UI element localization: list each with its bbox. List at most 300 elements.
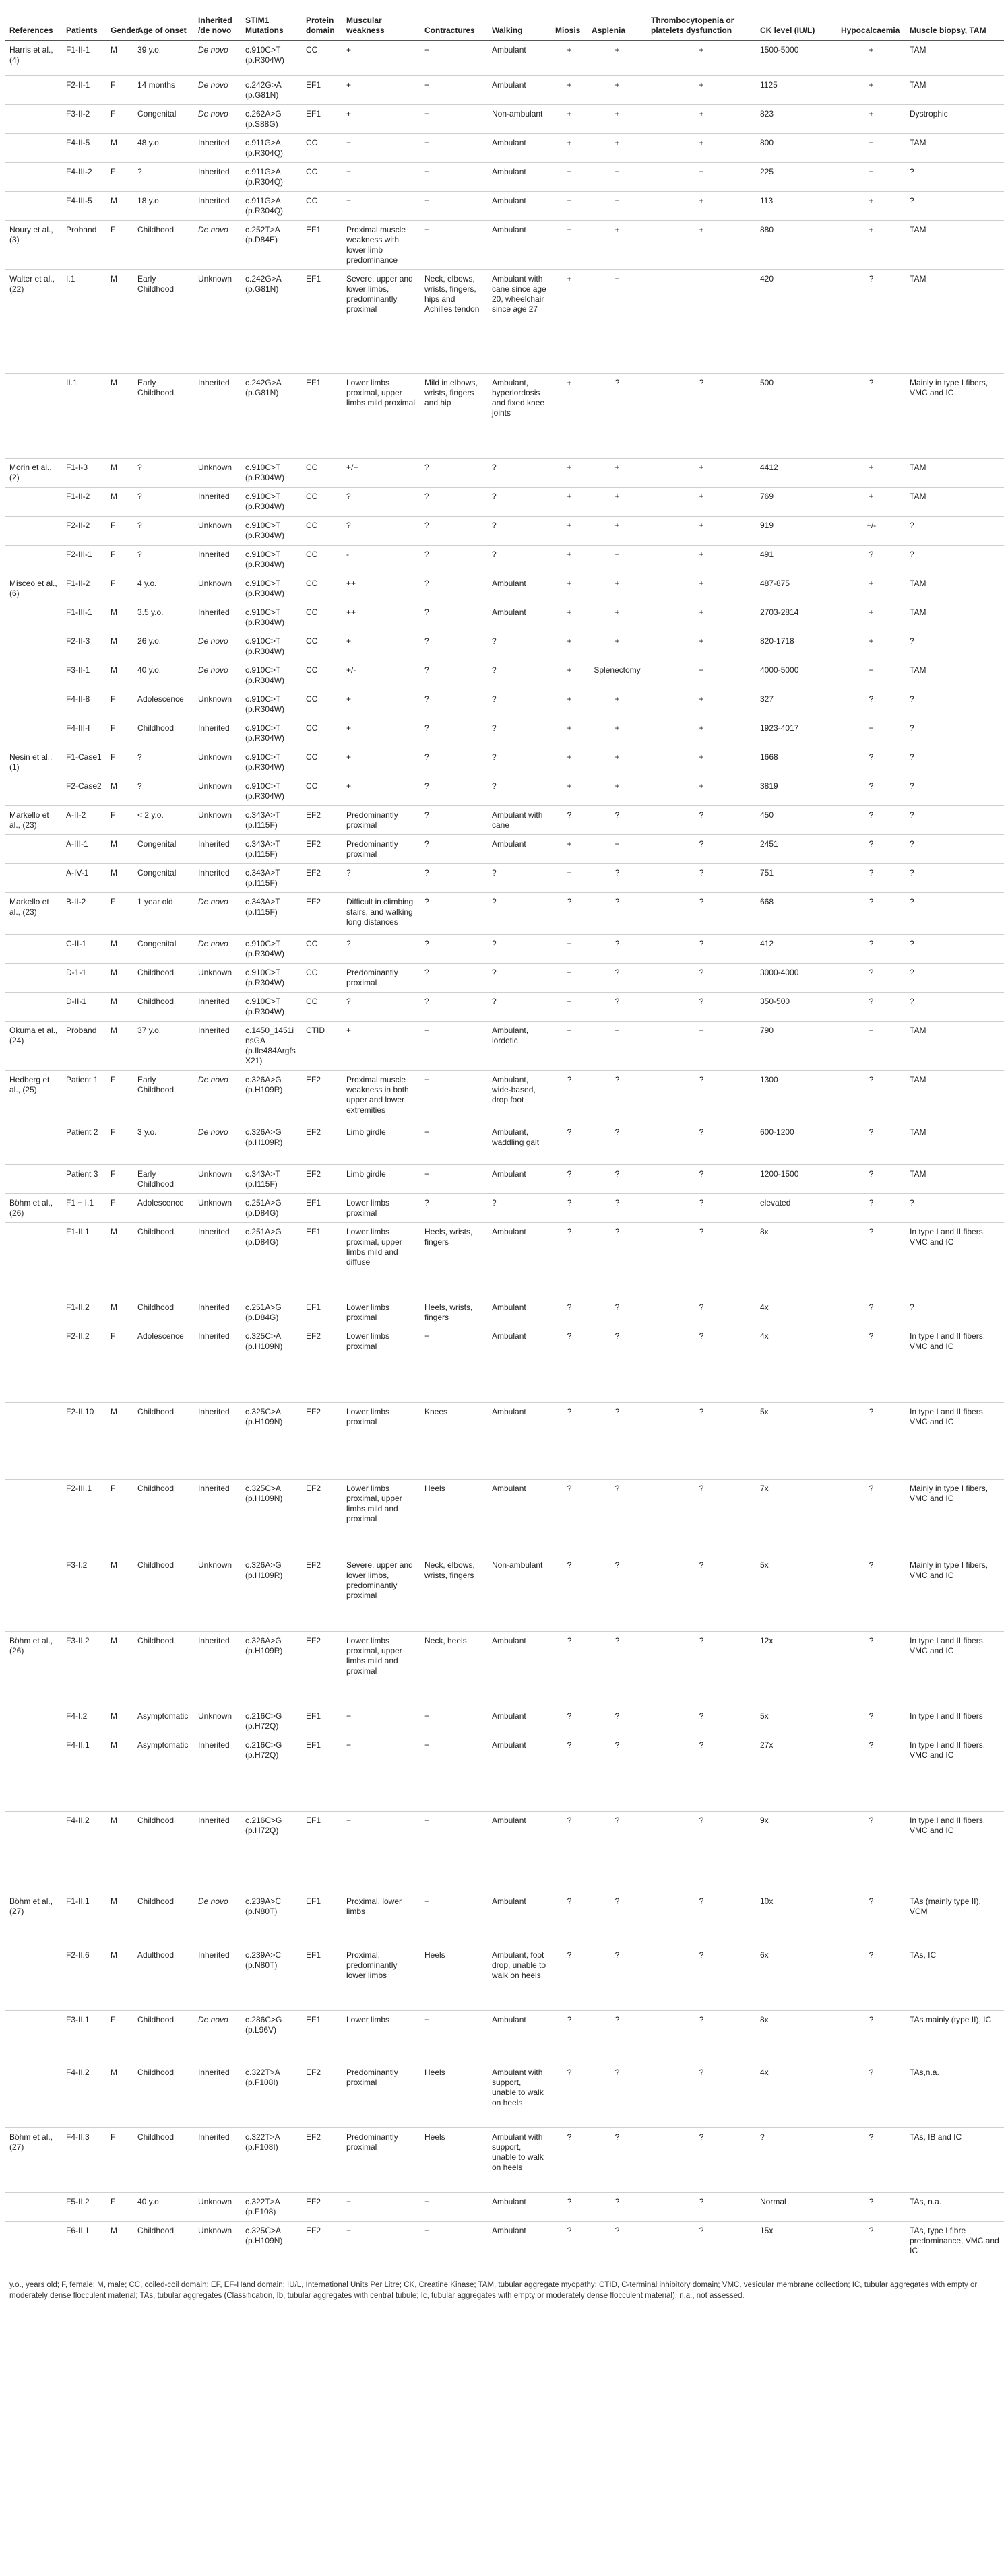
table-cell: ? [588,1946,647,2011]
table-cell: Lower limbs proximal [342,1298,420,1327]
table-cell: F2-III-1 [62,546,106,574]
table-cell: + [647,603,756,632]
table-cell: 919 [756,517,837,546]
table-cell: Childhood [133,2011,194,2063]
table-cell: ? [551,1892,588,1946]
table-cell: 1923-4017 [756,719,837,748]
table-cell: F1 − I.1 [62,1194,106,1223]
table-cell: Congenital [133,935,194,964]
table-cell: EF1 [302,76,342,105]
table-cell: Unknown [194,517,241,546]
table-cell: ? [647,993,756,1022]
table-cell: ? [647,1123,756,1165]
table-cell: ? [837,893,906,935]
table-cell: Congenital [133,835,194,864]
table-cell: Limb girdle [342,1123,420,1165]
table-cell: ? [588,1298,647,1327]
table-cell: EF1 [302,374,342,459]
table-cell: ? [837,935,906,964]
table-cell: c.910C>T (p.R304W) [241,603,302,632]
table-cell: + [647,690,756,719]
table-cell: F [106,1165,133,1194]
table-cell: ? [647,935,756,964]
column-header: Thrombocytopenia or platelets dysfunction [647,7,756,41]
table-row [5,1194,1004,1223]
table-cell: F4-II.2 [62,2063,106,2128]
table-row [5,864,1004,893]
table-cell: + [647,719,756,748]
table-cell: ? [906,835,1004,864]
table-cell: EF1 [302,1812,342,1892]
table-cell: ? [551,2011,588,2063]
table-cell: + [647,488,756,517]
table-cell: De novo [194,935,241,964]
table-cell: Early Childhood [133,1165,194,1194]
table-cell [5,374,62,459]
table-cell: ? [588,893,647,935]
table-cell: + [342,105,420,134]
table-cell: 27x [756,1736,837,1812]
table-row [5,719,1004,748]
table-cell: De novo [194,1071,241,1123]
table-cell [5,993,62,1022]
table-cell: − [837,163,906,192]
table-cell: F1-I-3 [62,459,106,488]
table-cell: F [106,1327,133,1403]
table-cell [5,835,62,864]
table-cell: + [551,41,588,76]
table-cell: ? [647,1812,756,1892]
table-cell: ? [133,777,194,806]
table-cell: 1300 [756,1071,837,1123]
table-cell: ? [647,1298,756,1327]
table-cell: M [106,835,133,864]
table-cell: Childhood [133,2128,194,2193]
table-cell: + [588,777,647,806]
table-cell: − [588,192,647,221]
table-cell: ? [420,893,488,935]
table-cell: Harris et al., (4) [5,41,62,76]
table-cell: 491 [756,546,837,574]
table-cell: ? [551,1556,588,1632]
table-cell: ? [906,690,1004,719]
table-body [5,41,1004,2274]
table-cell: ? [133,459,194,488]
table-row [5,806,1004,835]
table-cell: Splenectomy [588,661,647,690]
table-cell: ? [906,748,1004,777]
table-cell: CC [302,192,342,221]
table-cell: Inherited [194,488,241,517]
table-cell: Inherited [194,374,241,459]
table-cell: M [106,1223,133,1298]
table-cell: 40 y.o. [133,2193,194,2222]
table-row [5,1298,1004,1327]
table-cell: F1-II-2 [62,488,106,517]
clinical-features-table [5,7,1004,2274]
table-cell: 1200-1500 [756,1165,837,1194]
table-cell: Neck, elbows, wrists, fingers [420,1556,488,1632]
table-cell: + [837,488,906,517]
table-cell: 1125 [756,76,837,105]
table-cell: 5x [756,1403,837,1480]
table-cell: 450 [756,806,837,835]
table-cell: + [837,459,906,488]
table-cell: F [106,690,133,719]
table-row [5,632,1004,661]
table-cell: c.326A>G (p.H109R) [241,1071,302,1123]
table-cell: 5x [756,1556,837,1632]
table-cell: + [647,134,756,163]
table-cell: Unknown [194,806,241,835]
table-cell: F [106,221,133,270]
table-cell: Ambulant [488,1736,551,1812]
table-row [5,574,1004,603]
table-cell: c.216C>G (p.H72Q) [241,1707,302,1736]
table-header-row [5,7,1004,41]
table-cell: ? [906,163,1004,192]
table-cell: + [588,459,647,488]
table-cell: 3 y.o. [133,1123,194,1165]
table-cell: ? [588,1812,647,1892]
table-cell: Misceo et al., (6) [5,574,62,603]
table-cell: + [588,603,647,632]
table-cell: ? [837,1223,906,1298]
table-cell: + [588,134,647,163]
table-cell: Inherited [194,1223,241,1298]
table-cell [5,1707,62,1736]
table-cell: ? [488,459,551,488]
table-cell: M [106,270,133,374]
table-cell: Early Childhood [133,270,194,374]
table-cell: ? [133,517,194,546]
table-cell: ? [588,2193,647,2222]
table-cell: c.911G>A (p.R304Q) [241,192,302,221]
table-cell: Ambulant [488,1223,551,1298]
table-cell [5,134,62,163]
table-cell: 4 y.o. [133,574,194,603]
table-cell: + [342,690,420,719]
table-cell: F [106,893,133,935]
table-cell: CC [302,574,342,603]
table-cell: − [647,661,756,690]
table-cell: − [837,134,906,163]
table-cell: F4-II.3 [62,2128,106,2193]
table-cell: + [551,134,588,163]
table-row [5,1480,1004,1556]
table-cell: F [106,1123,133,1165]
table-cell: ? [647,1892,756,1946]
table-cell: M [106,1707,133,1736]
table-cell: Noury et al., (3) [5,221,62,270]
column-header: References [5,7,62,41]
table-cell: TAM [906,1165,1004,1194]
table-cell: Lower limbs proximal, upper limbs mild and proximal [342,1480,420,1556]
table-cell: ? [551,2063,588,2128]
table-cell: De novo [194,1892,241,1946]
table-cell: EF1 [302,1194,342,1223]
table-cell: c.343A>T (p.I115F) [241,806,302,835]
table-cell [5,632,62,661]
table-cell: ? [420,993,488,1022]
table-cell: TAM [906,1022,1004,1071]
table-cell: + [420,105,488,134]
table-cell: CC [302,603,342,632]
table-cell: c.911G>A (p.R304Q) [241,134,302,163]
table-cell: ? [588,2128,647,2193]
table-cell: − [342,1812,420,1892]
table-cell: ? [647,1194,756,1223]
table-cell: c.343A>T (p.I115F) [241,893,302,935]
table-cell: c.910C>T (p.R304W) [241,935,302,964]
table-cell: 4412 [756,459,837,488]
table-cell: − [420,2222,488,2274]
table-cell: EF2 [302,864,342,893]
table-cell: c.242G>A (p.G81N) [241,270,302,374]
table-cell: +/- [342,661,420,690]
table-cell: Unknown [194,1194,241,1223]
table-cell: ? [647,864,756,893]
table-cell: ? [488,632,551,661]
table-cell: ? [837,2193,906,2222]
table-cell: De novo [194,661,241,690]
table-cell: ? [488,777,551,806]
table-cell: Childhood [133,2063,194,2128]
table-cell: Unknown [194,2193,241,2222]
table-cell: ? [342,488,420,517]
table-cell: + [551,270,588,374]
table-cell: Severe, upper and lower limbs, predominantly proximal [342,1556,420,1632]
table-row [5,1022,1004,1071]
table-cell: CC [302,661,342,690]
table-cell: Ambulant [488,1812,551,1892]
table-cell: M [106,1403,133,1480]
table-cell: Heels [420,2063,488,2128]
table-cell [5,1123,62,1165]
table-cell: +/- [837,517,906,546]
table-cell: EF2 [302,2193,342,2222]
table-cell: ? [588,1736,647,1812]
table-cell: ? [837,690,906,719]
table-cell: 15x [756,2222,837,2274]
table-cell: Predominantly proximal [342,2063,420,2128]
table-cell: D-1-1 [62,964,106,993]
table-cell: EF1 [302,1736,342,1812]
table-cell: ? [551,806,588,835]
table-cell: F1-II.2 [62,1298,106,1327]
table-cell: Childhood [133,1223,194,1298]
table-cell: ? [133,546,194,574]
table-cell: ? [906,893,1004,935]
table-cell: 769 [756,488,837,517]
table-cell: ? [837,993,906,1022]
table-cell [5,1298,62,1327]
table-row [5,488,1004,517]
table-cell: c.910C>T (p.R304W) [241,719,302,748]
table-cell: CC [302,134,342,163]
column-header: Muscle biopsy, TAM [906,7,1004,41]
table-cell: ? [837,1071,906,1123]
table-cell: De novo [194,41,241,76]
table-cell: ? [488,964,551,993]
table-cell: ? [647,1632,756,1707]
table-cell: Inherited [194,1327,241,1403]
table-cell: ? [420,603,488,632]
table-cell: ? [342,993,420,1022]
table-cell: ? [906,1298,1004,1327]
column-header: Protein domain [302,7,342,41]
table-cell: c.910C>T (p.R304W) [241,777,302,806]
table-cell: M [106,935,133,964]
table-cell: − [342,2222,420,2274]
table-cell: ? [837,748,906,777]
table-cell [5,777,62,806]
table-row [5,134,1004,163]
column-header: Inherited /de novo [194,7,241,41]
table-cell: + [647,748,756,777]
table-cell [5,192,62,221]
table-cell: ? [647,893,756,935]
table-cell: 350-500 [756,993,837,1022]
table-cell: + [588,690,647,719]
table-cell: M [106,192,133,221]
table-cell: Predominantly proximal [342,964,420,993]
table-cell: c.910C>T (p.R304W) [241,690,302,719]
table-cell: ? [420,661,488,690]
table-cell: Mainly in type I fibers, VMC and IC [906,1556,1004,1632]
table-cell: ? [551,1327,588,1403]
table-row [5,1123,1004,1165]
table-cell: ? [551,1071,588,1123]
table-cell: ? [837,806,906,835]
table-cell: Unknown [194,777,241,806]
table-cell: + [342,719,420,748]
table-cell: Ambulant with support, unable to walk on heels [488,2063,551,2128]
table-cell: M [106,864,133,893]
table-cell: ? [837,835,906,864]
table-cell: Unknown [194,2222,241,2274]
table-cell: Patient 2 [62,1123,106,1165]
table-cell: c.910C>T (p.R304W) [241,459,302,488]
table-cell: Lower limbs proximal [342,1194,420,1223]
table-cell: De novo [194,2011,241,2063]
table-cell: M [106,777,133,806]
table-row [5,546,1004,574]
table-row [5,2063,1004,2128]
table-cell: 880 [756,221,837,270]
table-cell: Limb girdle [342,1165,420,1194]
table-cell: EF2 [302,2128,342,2193]
table-cell: c.910C>T (p.R304W) [241,546,302,574]
table-cell [5,2193,62,2222]
table-row [5,1812,1004,1892]
table-cell: F6-II.1 [62,2222,106,2274]
table-cell: ? [837,777,906,806]
table-cell: TAM [906,270,1004,374]
table-cell: ? [906,935,1004,964]
table-cell: Neck, heels [420,1632,488,1707]
table-cell: ? [488,748,551,777]
table-cell: + [551,105,588,134]
table-row [5,748,1004,777]
table-cell [5,864,62,893]
table-cell: c.910C>T (p.R304W) [241,632,302,661]
table-cell: + [551,546,588,574]
table-cell: c.251A>G (p.D84G) [241,1194,302,1223]
table-row [5,1223,1004,1298]
table-cell: Inherited [194,192,241,221]
table-cell: c.910C>T (p.R304W) [241,574,302,603]
table-cell: Early Childhood [133,1071,194,1123]
table-cell: TAM [906,661,1004,690]
table-cell: ? [420,777,488,806]
table-cell: c.216C>G (p.H72Q) [241,1736,302,1812]
table-cell: + [588,76,647,105]
table-cell [5,935,62,964]
table-cell: F2-II.6 [62,1946,106,2011]
table-cell: − [420,1736,488,1812]
table-cell: ? [837,964,906,993]
table-cell: Ambulant with cane [488,806,551,835]
table-cell: F1-II.1 [62,1223,106,1298]
table-cell [5,1403,62,1480]
table-row [5,41,1004,76]
table-cell: ? [647,1071,756,1123]
table-cell: ? [647,1480,756,1556]
table-cell: Ambulant, wide-based, drop foot [488,1071,551,1123]
table-cell: + [420,76,488,105]
table-cell: EF2 [302,1480,342,1556]
table-cell: ? [133,488,194,517]
table-cell: − [837,661,906,690]
table-cell: EF2 [302,2063,342,2128]
table-cell: 487-875 [756,574,837,603]
column-header: Gender [106,7,133,41]
table-cell: 37 y.o. [133,1022,194,1071]
table-cell: M [106,41,133,76]
table-cell: c.325C>A (p.H109N) [241,1480,302,1556]
table-cell: 500 [756,374,837,459]
table-cell: EF1 [302,1892,342,1946]
table-cell: c.251A>G (p.D84G) [241,1223,302,1298]
table-cell: c.242G>A (p.G81N) [241,76,302,105]
table-cell: Böhm et al., (27) [5,1892,62,1946]
table-cell: Ambulant, foot drop, unable to walk on heels [488,1946,551,2011]
table-cell: ? [588,964,647,993]
table-cell: In type I and II fibers, VMC and IC [906,1403,1004,1480]
table-cell: ? [588,1480,647,1556]
table-cell: F1-Case1 [62,748,106,777]
table-cell: c.910C>T (p.R304W) [241,993,302,1022]
table-row [5,2128,1004,2193]
table-cell: 9x [756,1812,837,1892]
table-cell: Inherited [194,835,241,864]
column-header: Asplenia [588,7,647,41]
table-cell: Proband [62,221,106,270]
table-cell: c.322T>A (p.F108I) [241,2063,302,2128]
table-cell: Early Childhood [133,374,194,459]
table-cell: ? [906,546,1004,574]
table-cell [5,488,62,517]
table-cell: Childhood [133,221,194,270]
table-cell: ? [647,2193,756,2222]
table-cell: Adulthood [133,1946,194,2011]
table-cell: Ambulant with cane since age 20, wheelchair since age 27 [488,270,551,374]
table-cell: ? [420,835,488,864]
table-cell: ? [551,2222,588,2274]
table-cell: TAM [906,221,1004,270]
table-cell: 1500-5000 [756,41,837,76]
